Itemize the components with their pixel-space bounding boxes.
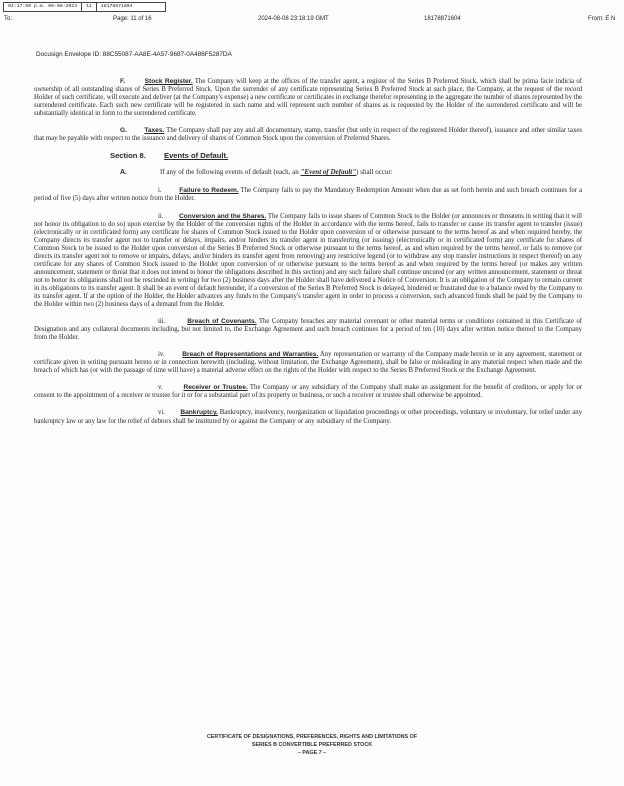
fax-from: From: E N (588, 16, 616, 22)
stamp-time: 04:17:50 p.m. 08-08-2024 (4, 3, 82, 11)
item-i (34, 187, 582, 203)
page-footer (0, 733, 624, 757)
section-g-title: Taxes. (144, 127, 165, 135)
envelope-id: Docusign Envelope ID: 88C55087-AA8E-4A57-9687-0A486F5287DA (36, 51, 232, 58)
item-v-title: Receiver or Trustee. (183, 384, 248, 392)
section-f-title: Stock Register. (144, 78, 193, 85)
section-g (34, 127, 582, 143)
footer-page-number: – PAGE 7 – (297, 750, 327, 756)
item-iv-title: Breach of Representations and Warranties. (182, 351, 319, 359)
item-i-title: Failure to Redeem. (179, 187, 239, 195)
paragraph-a-text: If any of the following events of default (each, an (160, 168, 301, 177)
item-i-label: i. (158, 187, 162, 195)
paragraph-a (34, 168, 582, 177)
item-iii (34, 318, 582, 342)
section-8-title: Events of Default. (164, 151, 229, 161)
paragraph-a-text-end: ) shall occur: (356, 168, 393, 177)
item-v (34, 384, 582, 400)
paragraph-a-label: A. (120, 169, 127, 177)
item-ii-text: The Company fails to issue shares of Common Stock to the Holder (or announces or threatens in writing that it will not honor its obligation to do so) upon exercise by the Holder of the conversion rights of the Holder in accordance with the terms hereof, fails to transfer or cause its transfer agent to transfer (issue) (electronically or in certificated form) any certificate for shares of Common Stock issued to the Holder upon conversion of or otherwise pursuant to the terms hereof as and when required hereby, the Company directs its transfer agent not to transfer or delays, impairs, and/or hinders its transfer agent in transferring (or issuing) (electronically or in certificated form) any certificate for shares of Common Stock to be issued to the Holder upon conversion of the Series B Preferred Stock or otherwise pursuant to the terms hereof, as and when required by the terms hereof, or fails to remove (or directs its transfer agent not to remove or impairs, delays, and/or hinders its transfer agent from removing) any restrictive legend (or to withdraw any stop transfer instructions in respect thereof) on any certificate for any shares of Common Stock issued to the Holder upon conversion of or otherwise pursuant to the terms hereof as and when required by the terms hereof (or makes any written announcement, statement or threat that it does not intend to honor the obligations described in this section) and any such failure shall continue uncured (or any written announcement, statement or threat not to honor its obligations shall not be rescinded in writing) for two (2) business days after the Holder shall have delivered a Notice of Conversion. It is an obligation of the Company to remain current in its obligations to its transfer agent. It shall be an event of default hereunder, if a conversion of the Series B Preferred Stock is delayed, hindered or frustrated due to a balance owed by the Company to its transfer agent. If at the option of the Holder, the Holder advances any funds to the Company's transfer agent in order to process a conversion, such advanced funds shall be paid by the Company to the Holder within two (2) business days of a demand from the Holder. (34, 212, 583, 309)
fax-page: Page: 11 of 16 (113, 16, 152, 22)
stamp-number: 18178871604 (100, 4, 133, 9)
fax-header (0, 13, 624, 25)
section-f-label: F. (120, 78, 126, 85)
item-iv (34, 351, 582, 375)
item-iii-text: The Company breaches any material covenant or other material terms or conditions contained in this Certificate of Designation and any collateral documents including, but not limited to, the Exchange Agreement and such breach continues for a period of ten (10) days after written notice thereof to the Company from the Holder. (34, 318, 583, 342)
section-g-label: G. (120, 127, 127, 135)
stamp-page: 11 (82, 3, 97, 11)
section-f-text: The Company will keep at the offices of the transfer agent, a register of the Series B Preferred Stock, which shall be prima facie indicia of ownership of all outstanding shares of Series B Preferred Stock. Upon the surrender of any certificate representing Series B Preferred Stock at such place, the Company, at the request of the record Holder of such certificate, will execute and deliver (at the Company's expense) a new certificate or certificates in exchange therefor representing in the aggregate the number of shares represented by the surrendered certificate. Each such new certificate will be registered in such name and will represent such number of shares as is requested by the Holder of the surrendered certificate and will be substantially identical in form to the surrendered certificate. (34, 78, 583, 118)
section-g-text: The Company shall pay any and all documentary, stamp, transfer (but only in respect of the registered Holder thereof), issuance and other similar taxes that may be payable with respect to the issuance and delivery of shares of Common Stock upon the conversion of Preferred Shares. (34, 127, 583, 143)
event-of-default-term: "Event of Default" (300, 168, 357, 177)
item-vi-title: Bankruptcy. (180, 409, 218, 417)
item-vi-text: Bankruptcy, insolvency, reorganization or liquidation proceedings or other proceedings, voluntary or involuntary, for relief under any bankruptcy law or any law for the relief of debtors shall be instituted by or against the Company or any subsidiary of the Company. (34, 409, 583, 425)
fax-to: To: (4, 16, 13, 22)
fax-stamp-bar (3, 2, 166, 12)
item-v-label: v. (158, 384, 163, 392)
fax-number: 18178871604 (424, 16, 461, 22)
section-8-heading (34, 152, 582, 160)
item-ii-title: Conversion and the Shares. (178, 212, 267, 220)
document-body (34, 78, 582, 435)
item-ii (34, 213, 582, 310)
item-iii-label: iii. (158, 318, 166, 326)
item-vi (34, 409, 582, 425)
item-iv-label: iv. (158, 351, 165, 359)
item-vi-label: vi. (158, 409, 165, 417)
item-i-text: The Company fails to pay the Mandatory Redemption Amount when due as set forth herein and such breach continues for a period of five (5) days after written notice from the Holder. (34, 187, 583, 203)
item-ii-label: ii. (158, 212, 164, 220)
section-8-number: Section 8. (110, 151, 146, 161)
item-iii-title: Breach of Covenants. (187, 318, 257, 326)
fax-timestamp: 2024-08-08 23:18:19 GMT (258, 16, 329, 22)
item-v-text: The Company or any subsidiary of the Company shall make an assignment for the benefit of creditors, or apply for or consent to the appointment of a receiver or trustee for it or for a substantial part of its property or business, or such a receiver or trustee shall otherwise be appointed. (34, 384, 582, 400)
item-iv-text: Any representation or warranty of the Company made herein or in any agreement, statement or certificate given in writing pursuant hereto or in connection herewith (including, without limitation, the Exchange Agreement), shall be false or misleading in any material respect when made and the breach of which has (or with the passage of time will have) a material adverse effect on the rights of the Holder with respect to the Series B Preferred Stock or the Exchange Agreement. (34, 351, 582, 375)
footer-line-1: CERTIFICATE OF DESIGNATIONS, PREFERENCES, RIGHTS AND LIMITATIONS OF (206, 734, 418, 740)
footer-line-2: SERIES B CONVERTIBLE PREFERRED STOCK (251, 742, 373, 748)
section-f (34, 78, 582, 118)
